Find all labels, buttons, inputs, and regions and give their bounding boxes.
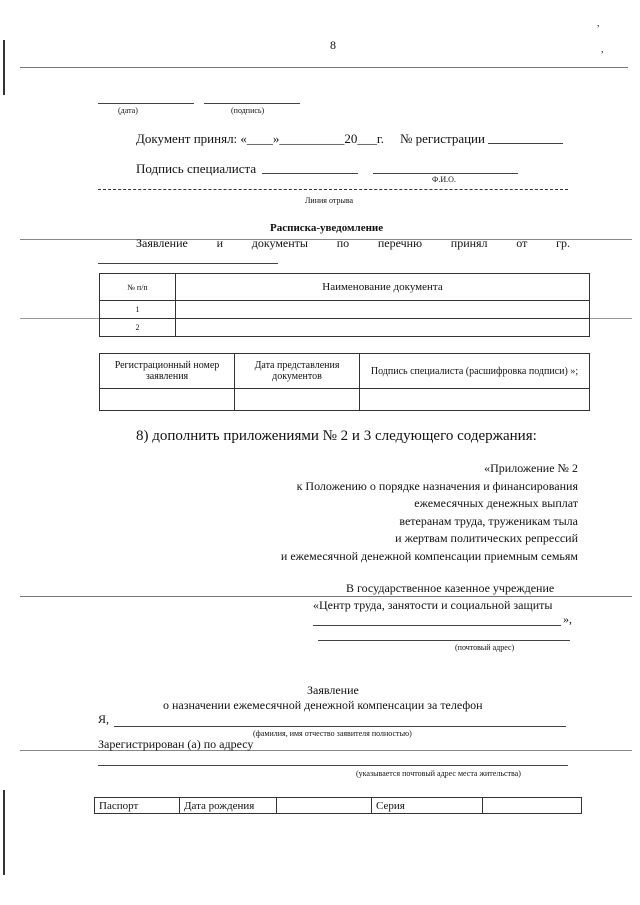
appendix-line-2: к Положению о порядке назначения и финансирования	[296, 478, 578, 493]
signature-caption: (подпись)	[231, 106, 265, 115]
series-label: Серия	[372, 798, 483, 814]
table-row	[100, 301, 590, 319]
cut-line-label: Линия отрыва	[305, 196, 354, 205]
date-caption: (дата)	[118, 106, 138, 115]
row-doc-name	[176, 301, 590, 319]
registered-address-line	[98, 765, 568, 766]
passport-table	[94, 797, 582, 814]
appendix-block	[281, 460, 578, 565]
appendix-line-3: ежемесячных денежных выплат	[414, 496, 578, 510]
date-line	[98, 103, 194, 104]
addressee-rule	[20, 596, 632, 597]
row-number: 1	[100, 301, 176, 319]
cell-submission-date	[235, 389, 360, 411]
receipt-word-3: документы	[251, 236, 308, 250]
margin-bar-top	[3, 40, 5, 95]
document-accepted-text: Документ принял: «____»__________20___г.	[136, 131, 385, 146]
application-title: Заявление	[307, 683, 359, 697]
fio-line	[373, 173, 518, 174]
receipt-word-6: принял	[450, 236, 488, 250]
cut-line	[98, 189, 568, 190]
addressee-name-line	[313, 625, 561, 626]
registration-line	[488, 143, 563, 144]
addressee-line-1: В государственное казенное учреждение	[346, 581, 555, 595]
appendix-line-6: и ежемесячной денежной компенсации приемным семьям	[280, 548, 578, 563]
col-header-specialist-signature: Подпись специалиста (расшифровка подписи) »;	[360, 354, 590, 389]
col-header-submission-date: Дата представления документов	[235, 354, 360, 389]
applicant-i-label: Я,	[98, 712, 110, 726]
row-doc-name	[176, 319, 590, 337]
table-row	[100, 389, 590, 411]
col-header-doc-name: Наименование документа	[176, 274, 590, 301]
table-row	[100, 319, 590, 337]
corner-mark-1: ,	[597, 18, 600, 29]
table-side-rule-right	[590, 318, 632, 319]
application-subtitle: о назначении ежемесячной денежной компенсации за телефон	[163, 698, 483, 712]
fio-caption: Ф.И.О.	[432, 175, 456, 184]
documents-table	[99, 273, 590, 337]
col-header-number: № п/п	[100, 274, 176, 301]
addressee-line-3-end: »,	[563, 612, 572, 626]
header-rule	[20, 67, 628, 68]
applicant-name-line	[98, 263, 278, 264]
receipt-word-2: и	[216, 236, 223, 250]
postal-address-line	[318, 640, 570, 641]
table-side-rule-left	[20, 318, 99, 319]
registered-address-caption: (указывается почтовый адрес места жительства)	[356, 769, 521, 778]
row-number: 2	[100, 319, 176, 337]
appendix-line-5: и жертвам политических репрессий	[395, 531, 578, 545]
receipt-word-8: гр.	[556, 236, 570, 250]
cell-reg-number	[100, 389, 235, 411]
registration-table	[99, 353, 590, 411]
registration-label: № регистрации	[400, 131, 485, 146]
applicant-fullname-line	[114, 726, 566, 727]
passport-label: Паспорт	[95, 798, 180, 814]
col-header-reg-number: Регистрационный номер заявления	[100, 354, 235, 389]
receipt-word-5: перечню	[377, 236, 423, 250]
receipt-title: Расписка-уведомление	[270, 222, 384, 234]
corner-mark-2: ,	[601, 44, 604, 55]
postal-address-caption: (почтовый адрес)	[455, 643, 515, 652]
appendix-line-4: ветеранам труда, труженикам тыла	[399, 513, 578, 528]
registered-address-label: Зарегистрирован (а) по адресу	[98, 737, 254, 751]
specialist-signature-line	[262, 173, 358, 174]
signature-line	[204, 103, 300, 104]
series-value	[483, 798, 582, 814]
birth-date-label: Дата рождения	[180, 798, 277, 814]
margin-bar-bottom	[3, 790, 5, 875]
receipt-word-1: Заявление	[136, 236, 188, 250]
receipt-word-7: от	[516, 236, 528, 250]
applicant-fullname-caption: (фамилия, имя отчество заявителя полностью)	[253, 729, 412, 738]
point-8-text: 8) дополнить приложениями № 2 и 3 следующего содержания:	[136, 428, 537, 444]
specialist-signature-label: Подпись специалиста	[136, 161, 257, 176]
receipt-line	[136, 236, 570, 251]
page-number: 8	[330, 38, 336, 52]
birth-date-value	[277, 798, 372, 814]
addressee-line-2: «Центр труда, занятости и социальной защиты	[313, 598, 553, 612]
receipt-word-4: по	[336, 236, 350, 250]
appendix-line-1: «Приложение № 2	[484, 461, 578, 475]
cell-specialist-signature	[360, 389, 590, 411]
